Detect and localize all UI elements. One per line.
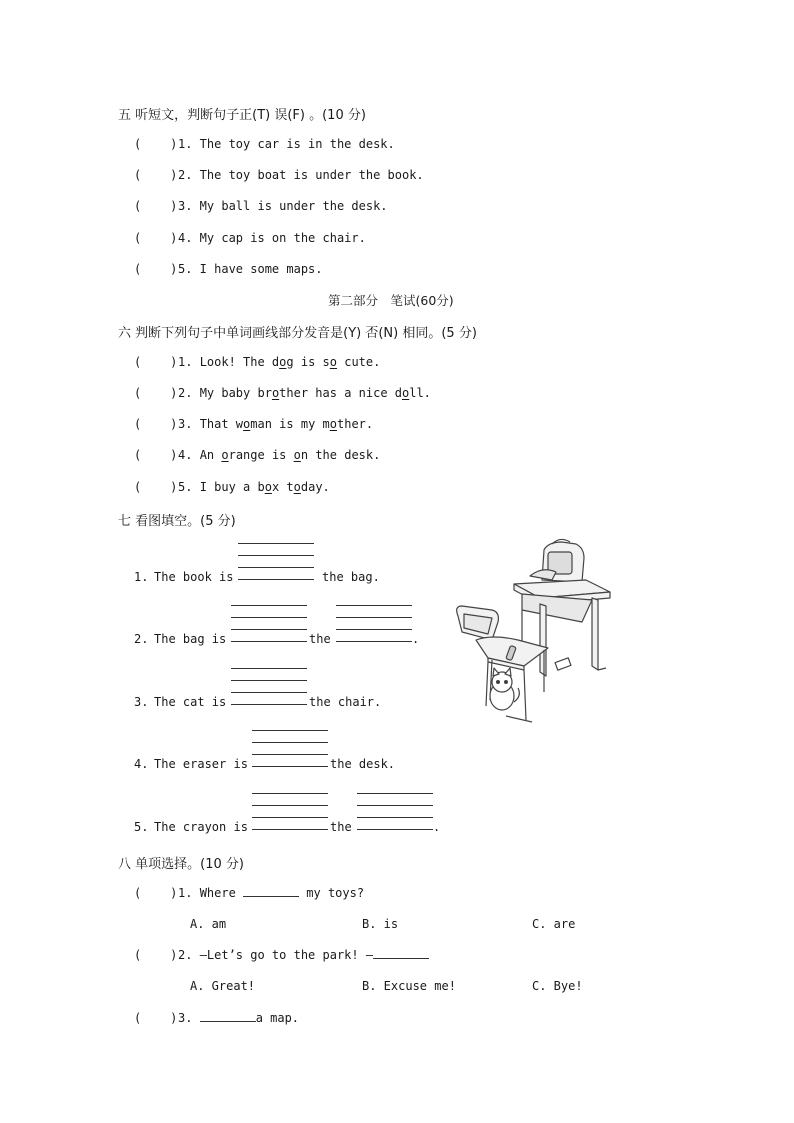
sec7-mid-3: the chair.	[309, 695, 382, 709]
writing-line	[238, 579, 314, 580]
sec7-pre-2: The bag is	[154, 632, 227, 646]
sec6-item-3: ( )3. That woman is my mother.	[134, 417, 374, 431]
sec8-q3: ( )3. a map.	[134, 1011, 300, 1025]
answer-blank[interactable]	[373, 948, 429, 959]
writing-line	[357, 817, 433, 818]
part2-heading: 第二部分 笔试(60分)	[328, 293, 454, 308]
writing-line	[231, 605, 307, 606]
q2-option-a[interactable]: A. Great!	[190, 979, 256, 993]
writing-line	[231, 668, 307, 669]
eraser	[555, 658, 571, 670]
sec7-pre-1: The book is	[154, 570, 234, 584]
writing-line	[231, 704, 307, 705]
sec8-q1: ( )1. Where my toys?	[134, 886, 365, 900]
sec7-mid-1: the bag.	[322, 570, 380, 584]
sec6-item-2: ( )2. My baby brother has a nice doll.	[134, 386, 431, 400]
writing-line	[357, 805, 433, 806]
section5-title: 五 听短文，判断句子正(T) 误(F) 。(10 分)	[118, 108, 366, 123]
q2-option-c[interactable]: C. Bye!	[532, 979, 583, 993]
writing-line	[357, 829, 433, 830]
writing-line	[252, 829, 328, 830]
sec5-item-5: ( )5. I have some maps.	[134, 262, 323, 276]
writing-line	[252, 730, 328, 731]
writing-line	[231, 680, 307, 681]
writing-line	[238, 555, 314, 556]
sec7-mid-5: the	[330, 820, 352, 834]
section8-title: 八 单项选择。(10 分)	[118, 857, 244, 872]
sec7-pre-5: The crayon is	[154, 820, 248, 834]
writing-line	[252, 754, 328, 755]
sec5-item-1: ( )1. The toy car is in the desk.	[134, 137, 395, 151]
answer-blank[interactable]	[200, 1011, 256, 1022]
sec7-mid-2: the	[309, 632, 331, 646]
writing-line	[336, 617, 412, 618]
answer-blank[interactable]	[243, 886, 299, 897]
q2-option-b[interactable]: B. Excuse me!	[362, 979, 456, 993]
sec7-end-5: .	[433, 820, 441, 834]
sec5-item-2: ( )2. The toy boat is under the book.	[134, 168, 424, 182]
writing-line	[252, 793, 328, 794]
sec7-mid-4: the desk.	[330, 757, 396, 771]
writing-line	[231, 629, 307, 630]
sec7-num-2: 2.	[134, 632, 149, 646]
writing-line	[357, 793, 433, 794]
writing-line	[238, 567, 314, 568]
sec6-item-4: ( )4. An orange is on the desk.	[134, 448, 381, 462]
writing-line	[252, 766, 328, 767]
sec7-end-2: .	[412, 632, 420, 646]
sec7-num-1: 1.	[134, 570, 149, 584]
q1-option-a[interactable]: A. am	[190, 917, 227, 931]
sec6-item-1: ( )1. Look! The dog is so cute.	[134, 355, 381, 369]
sec7-num-5: 5.	[134, 820, 149, 834]
desk-chair-illustration	[452, 536, 622, 728]
section7-title: 七 看图填空。(5 分)	[118, 514, 236, 529]
sec6-item-5: ( )5. I buy a box today.	[134, 480, 330, 494]
writing-line	[252, 742, 328, 743]
sec5-item-4: ( )4. My cap is on the chair.	[134, 231, 366, 245]
writing-line	[252, 817, 328, 818]
writing-line	[231, 641, 307, 642]
writing-line	[336, 605, 412, 606]
writing-line	[231, 692, 307, 693]
sec7-pre-3: The cat is	[154, 695, 227, 709]
writing-line	[252, 805, 328, 806]
q1-option-b[interactable]: B. is	[362, 917, 399, 931]
writing-line	[238, 543, 314, 544]
sec7-num-4: 4.	[134, 757, 149, 771]
sec7-pre-4: The eraser is	[154, 757, 248, 771]
sec8-q2: ( )2. —Let’s go to the park! —	[134, 948, 429, 962]
sec5-item-3: ( )3. My ball is under the desk.	[134, 199, 388, 213]
sec7-num-3: 3.	[134, 695, 149, 709]
writing-line	[336, 641, 412, 642]
writing-line	[336, 629, 412, 630]
section6-title: 六 判断下列句子中单词画线部分发音是(Y) 否(N) 相同。(5 分)	[118, 326, 477, 341]
writing-line	[231, 617, 307, 618]
q1-option-c[interactable]: C. are	[532, 917, 576, 931]
